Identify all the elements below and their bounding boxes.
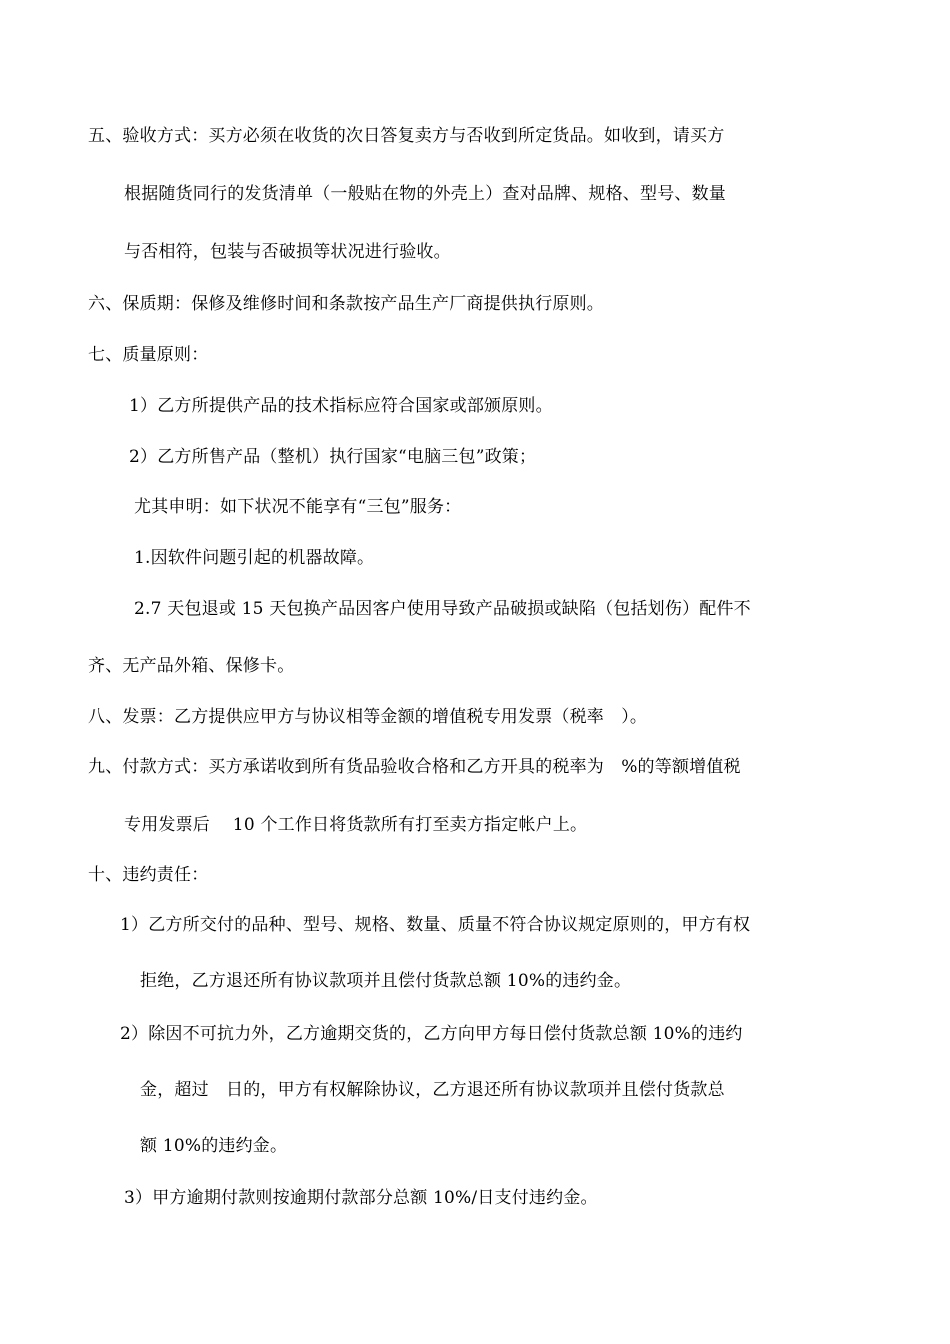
section-5-line-1: 五、验收方式：买方必须在收货的次日答复卖方与否收到所定货品。如收到，请买方 [88, 126, 725, 146]
section-7-item-2: 2）乙方所售产品（整机）执行国家“电脑三包”政策； [129, 447, 537, 467]
section-10-item-2-line-1: 2）除因不可抗力外，乙方逾期交货的，乙方向甲方每日偿付货款总额 10%的违约 [120, 1024, 743, 1044]
section-10-item-2-line-3: 额 10%的违约金。 [140, 1136, 288, 1156]
section-9-line-2: 专用发票后 10 个工作日将货款所有打至卖方指定帐户上。 [124, 815, 588, 835]
section-10-heading: 十、违约责任： [88, 865, 209, 885]
section-8-line: 八、发票：乙方提供应甲方与协议相等金额的增值税专用发票（税率 ）。 [88, 707, 648, 727]
section-10-item-2-line-2: 金，超过 日的，甲方有权解除协议，乙方退还所有协议款项并且偿付货款总 [140, 1080, 725, 1100]
section-7-exception-1: 1.因软件问题引起的机器故障。 [134, 548, 375, 568]
section-7-exception-2-line-1: 2.7 天包退或 15 天包换产品因客户使用导致产品破损或缺陷（包括划伤）配件不 [134, 599, 751, 619]
section-7-item-1: 1）乙方所提供产品的技术指标应符合国家或部颁原则。 [129, 396, 553, 416]
section-5-line-3: 与否相符，包装与否破损等状况进行验收。 [124, 242, 451, 262]
section-10-item-1-line-2: 拒绝，乙方退还所有协议款项并且偿付货款总额 10%的违约金。 [140, 971, 632, 991]
section-5-line-2: 根据随货同行的发货清单（一般贴在物的外壳上）查对品牌、规格、型号、数量 [124, 184, 726, 204]
section-7-exception-2-line-2: 齐、无产品外箱、保修卡。 [88, 656, 295, 676]
section-6-line: 六、保质期：保修及维修时间和条款按产品生产厂商提供执行原则。 [88, 294, 604, 314]
section-10-item-1-line-1: 1）乙方所交付的品种、型号、规格、数量、质量不符合协议规定原则的，甲方有权 [120, 915, 751, 935]
section-9-line-1: 九、付款方式：买方承诺收到所有货品验收合格和乙方开具的税率为 %的等额增值税 [88, 757, 741, 777]
section-7-heading: 七、质量原则： [88, 345, 209, 365]
section-10-item-3: 3）甲方逾期付款则按逾期付款部分总额 10%/日支付违约金。 [124, 1188, 598, 1208]
section-7-special-note: 尤其申明：如下状况不能享有“三包”服务： [134, 497, 462, 517]
